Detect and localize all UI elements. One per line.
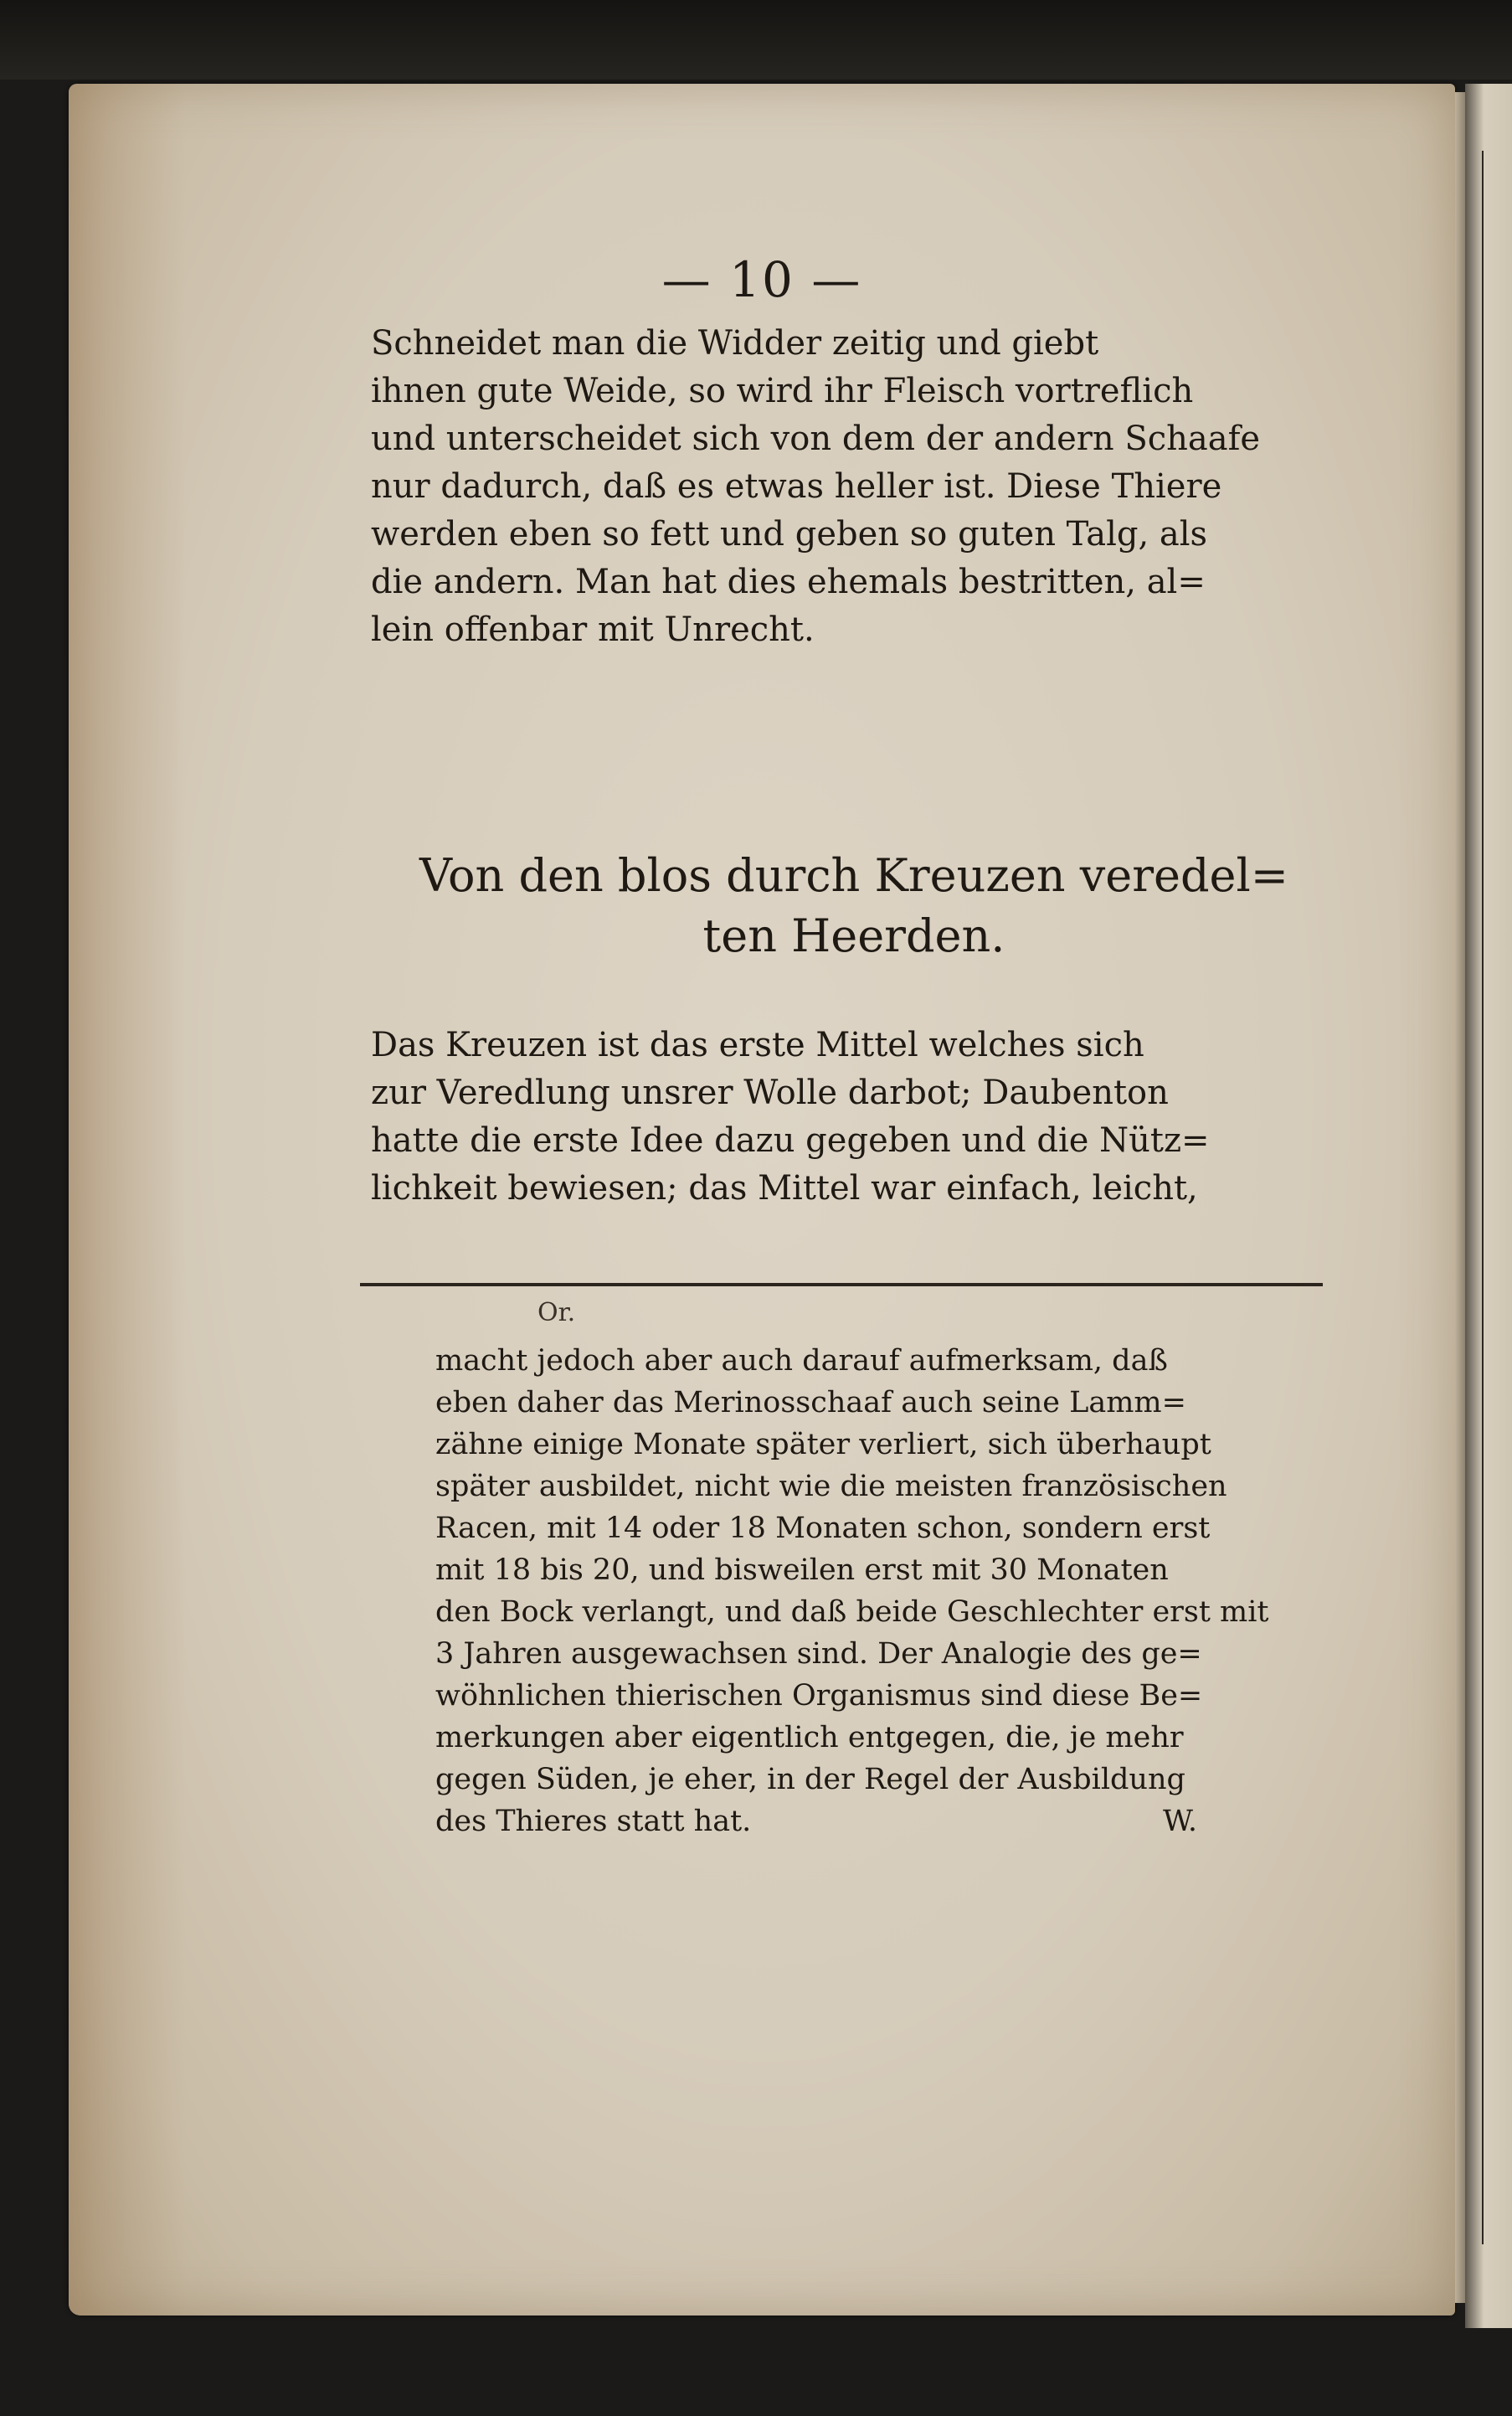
- text-line: die andern. Man hat dies ehemals bestritten, al=: [371, 563, 1206, 601]
- footnote-line: gegen Süden, je eher, in der Regel der Ausbildung: [435, 1763, 1185, 1796]
- section-heading: [360, 846, 1348, 966]
- footnote-line: mit 18 bis 20, und bisweilen erst mit 30 Monaten: [435, 1553, 1169, 1587]
- footnote-marker: Or.: [537, 1298, 576, 1327]
- footnote: [435, 1340, 1323, 1842]
- footnote-line: merkungen aber eigentlich entgegen, die, je mehr: [435, 1721, 1184, 1754]
- page-stain: [69, 84, 186, 2316]
- page-number: — 10 —: [661, 251, 862, 308]
- footnote-signature: W.: [1163, 1805, 1197, 1838]
- paragraph-1: [371, 320, 1325, 654]
- text-line: lein offenbar mit Unrecht.: [371, 610, 815, 649]
- text-line: Das Kreuzen ist das erste Mittel welches sich: [371, 1026, 1144, 1064]
- footnote-line: eben daher das Merinosschaaf auch seine Lamm=: [435, 1386, 1186, 1419]
- footnote-line: Racen, mit 14 oder 18 Monaten schon, sondern erst: [435, 1512, 1211, 1545]
- binding-line: [1482, 151, 1484, 2244]
- text-line: zur Veredlung unsrer Wolle darbot; Daubenton: [371, 1074, 1169, 1112]
- footnote-line: später ausbildet, nicht wie die meisten französischen: [435, 1470, 1227, 1503]
- paragraph-2: [371, 1022, 1325, 1213]
- text-line: Schneidet man die Widder zeitig und giebt: [371, 324, 1099, 363]
- heading-line: Von den blos durch Kreuzen veredel=: [419, 849, 1289, 902]
- footnote-last-line: [435, 1800, 1323, 1842]
- text-line: ihnen gute Weide, so wird ihr Fleisch vortreflich: [371, 372, 1194, 410]
- page-edge-shadow: [1455, 92, 1465, 2303]
- scan-background: [0, 0, 1512, 80]
- book-page: [69, 84, 1455, 2316]
- footnote-line: des Thieres statt hat.: [435, 1805, 752, 1838]
- text-line: lichkeit bewiesen; das Mittel war einfach, leicht,: [371, 1169, 1198, 1208]
- text-line: werden eben so fett und geben so guten Talg, als: [371, 515, 1208, 554]
- footnote-line: macht jedoch aber auch darauf aufmerksam, daß: [435, 1344, 1168, 1378]
- footnote-line: zähne einige Monate später verliert, sich überhaupt: [435, 1428, 1211, 1461]
- footnote-line: 3 Jahren ausgewachsen sind. Der Analogie des ge=: [435, 1637, 1202, 1671]
- text-line: hatte die erste Idee dazu gegeben und die Nütz=: [371, 1121, 1210, 1160]
- footnote-line: den Bock verlangt, und daß beide Geschlechter erst mit: [435, 1595, 1269, 1629]
- adjacent-page-edge: [1465, 84, 1512, 2328]
- text-line: und unterscheidet sich von dem der andern Schaafe: [371, 420, 1261, 458]
- text-line: nur dadurch, daß es etwas heller ist. Diese Thiere: [371, 467, 1222, 506]
- footnote-line: wöhnlichen thierischen Organismus sind diese Be=: [435, 1679, 1203, 1713]
- heading-line: ten Heerden.: [702, 909, 1005, 962]
- footnote-rule: [360, 1283, 1323, 1286]
